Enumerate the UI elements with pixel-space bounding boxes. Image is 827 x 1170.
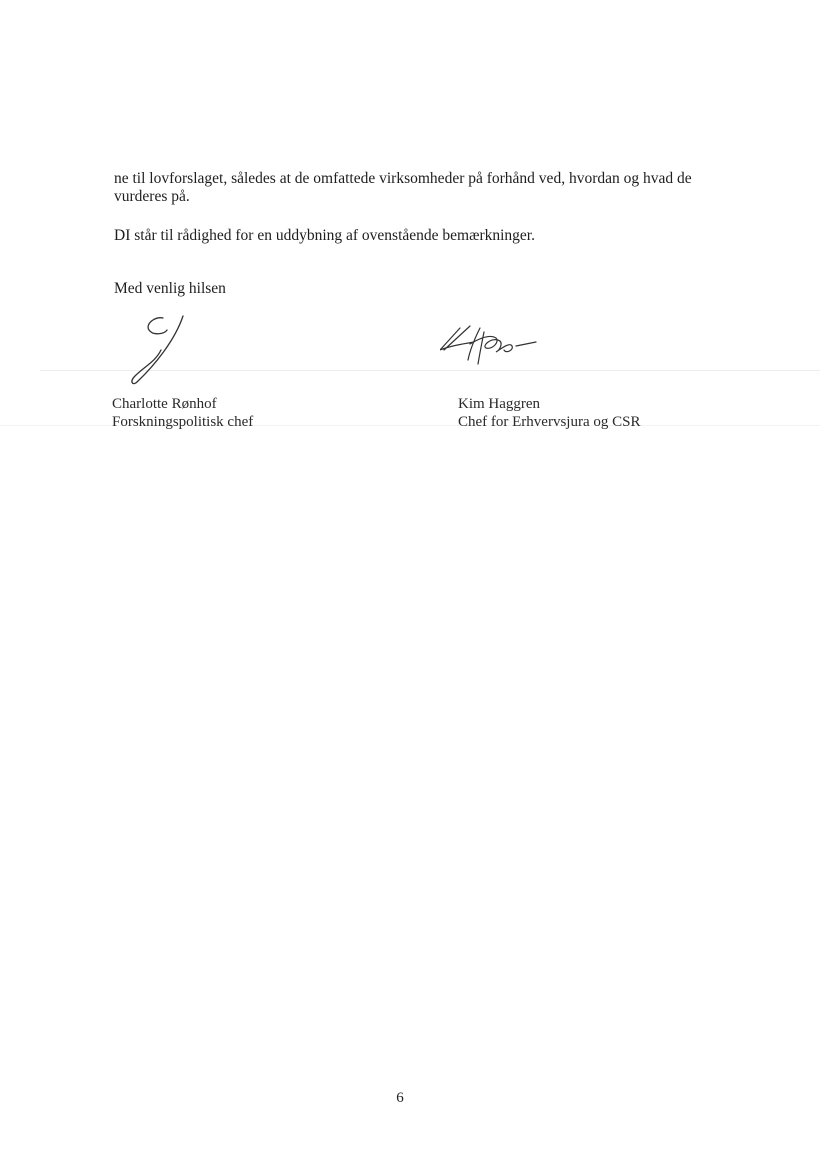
signatory-block-right <box>458 395 640 431</box>
body-paragraph-2: DI står til rådighed for en uddybning af ovenstående bemærkninger. <box>114 227 535 244</box>
page-number: 6 <box>396 1090 404 1106</box>
signatory-name: Charlotte Rønhof <box>112 396 217 412</box>
signature-right-image <box>440 320 550 380</box>
signature-left-image <box>125 310 205 390</box>
signatory-name: Kim Haggren <box>458 396 541 412</box>
signatory-title: Forskningspolitisk chef <box>112 414 254 430</box>
closing-salutation: Med venlig hilsen <box>114 280 226 297</box>
signatory-title: Chef for Erhvervsjura og CSR <box>458 414 641 430</box>
body-paragraph-1: ne til lovforslaget, således at de omfattede virksomheder på forhånd ved, hvordan og hvad de vurderes på. <box>114 170 692 205</box>
signatory-block-left <box>112 395 253 431</box>
